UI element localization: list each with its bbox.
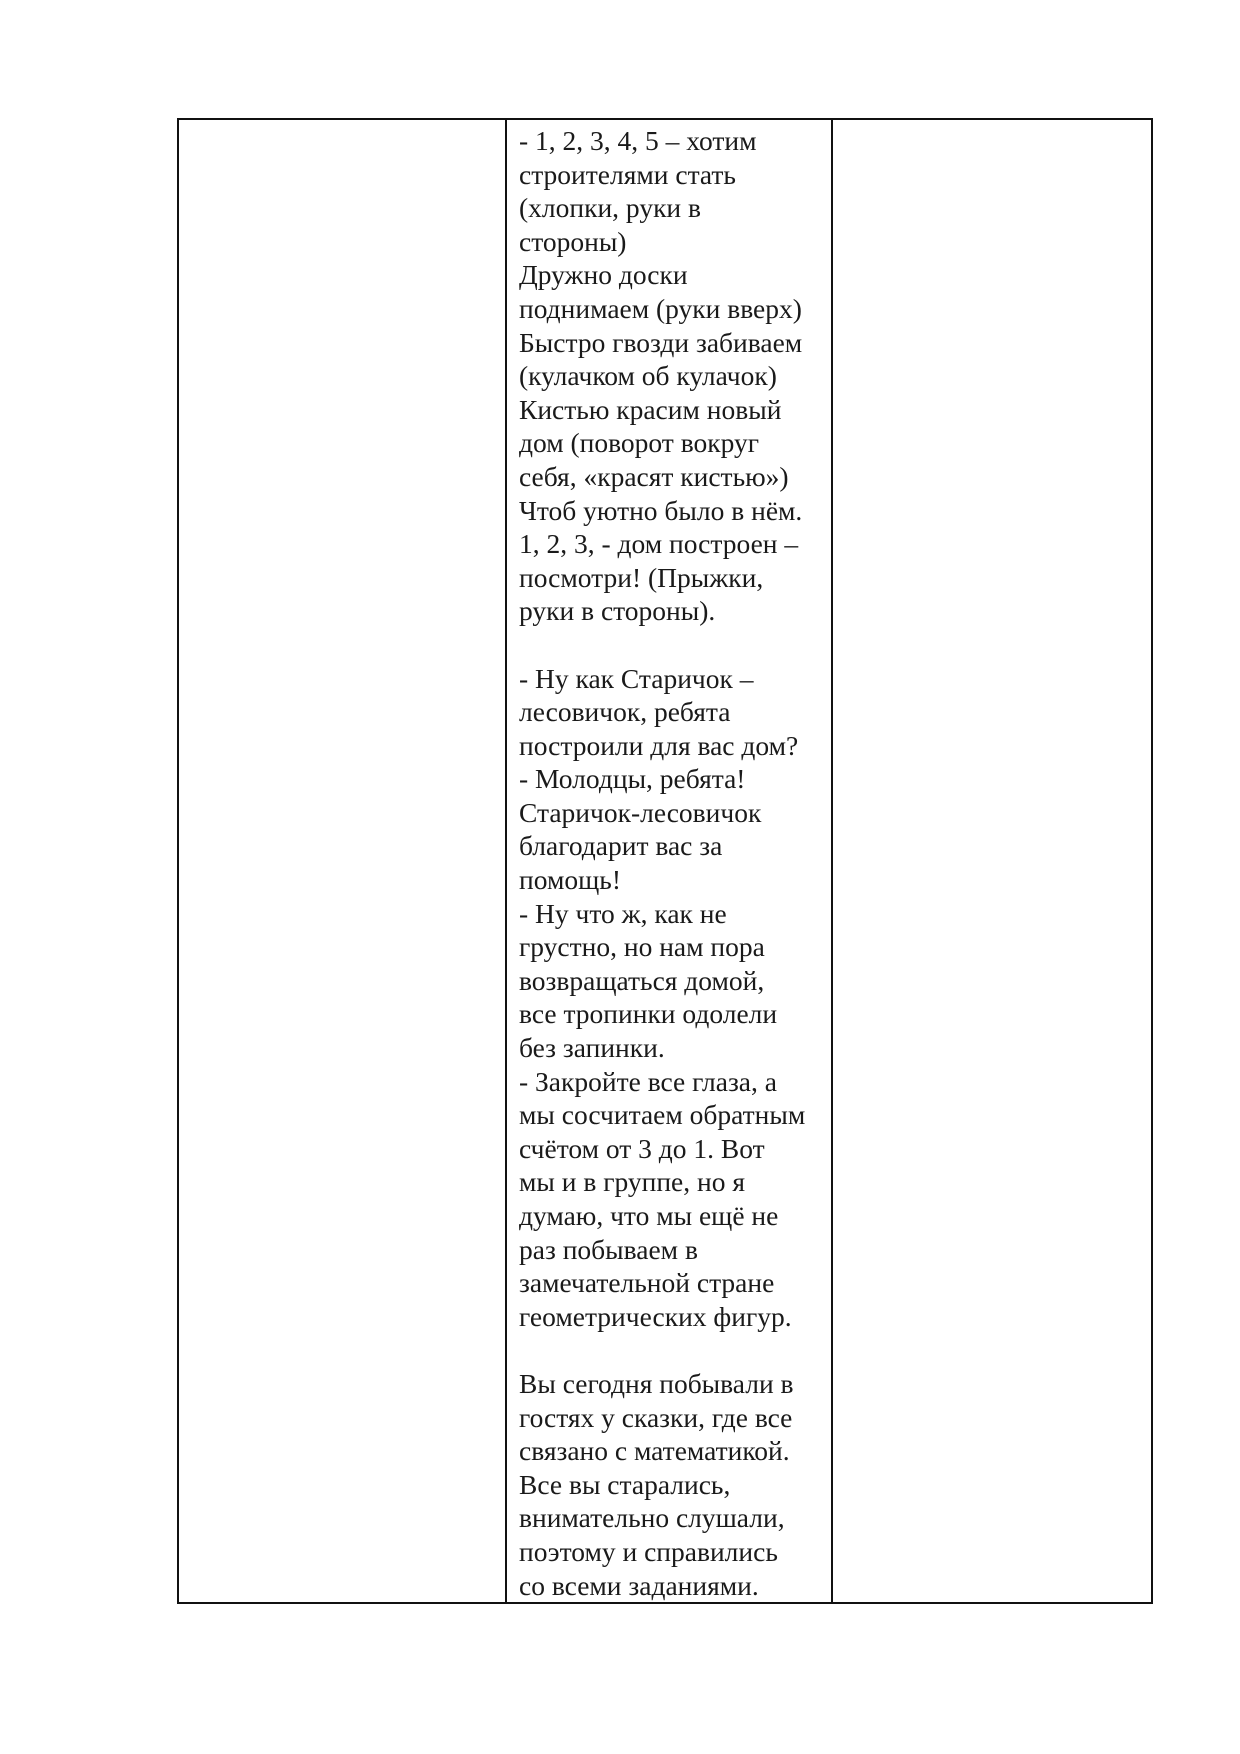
text-line: Вы сегодня побывали в	[519, 1367, 794, 1399]
text-line: посмотри! (Прыжки,	[519, 561, 764, 593]
text-line: Все вы старались,	[519, 1468, 731, 1500]
lesson-plan-table	[177, 118, 1153, 1604]
text-line: поэтому и справились	[519, 1535, 778, 1567]
text-line: со всеми заданиями.	[519, 1569, 759, 1601]
text-line: строителями стать	[519, 158, 736, 190]
left-cell-text	[179, 120, 505, 124]
text-line: все тропинки одолели	[519, 998, 778, 1030]
text-line: связано с математикой.	[519, 1435, 790, 1467]
text-line: - Ну что ж, как не	[519, 897, 727, 929]
text-line	[519, 628, 823, 662]
right-cell-text	[833, 120, 1151, 124]
text-line: грустно, но нам пора	[519, 931, 765, 963]
text-line: (хлопки, руки в	[519, 192, 701, 224]
text-line: стороны)	[519, 225, 627, 257]
text-line: - Ну как Старичок –	[519, 662, 754, 694]
text-line: возвращаться домой,	[519, 964, 765, 996]
text-line: 1, 2, 3, - дом построен –	[519, 528, 799, 560]
text-line: помощь!	[519, 864, 621, 896]
text-line: замечательной стране	[519, 1267, 775, 1299]
text-line: Чтоб уютно было в нём.	[519, 494, 803, 526]
text-line: геометрических фигур.	[519, 1300, 792, 1332]
middle-cell-text	[507, 120, 831, 1602]
text-line: Старичок-лесовичок	[519, 796, 762, 828]
text-line: построили для вас дом?	[519, 729, 799, 761]
text-line: без запинки.	[519, 1032, 665, 1064]
text-line: - 1, 2, 3, 4, 5 – хотим	[519, 125, 757, 156]
text-line: Быстро гвозди забиваем	[519, 326, 803, 358]
text-line: гостях у сказки, где все	[519, 1401, 793, 1433]
text-line: Дружно доски	[519, 259, 688, 291]
text-line: мы и в группе, но я	[519, 1166, 746, 1198]
table-row	[178, 119, 1152, 1603]
text-line: дом (поворот вокруг	[519, 427, 760, 459]
text-line: благодарит вас за	[519, 830, 723, 862]
table-cell-left	[178, 119, 506, 1603]
text-line: раз побываем в	[519, 1233, 698, 1265]
text-line: - Молодцы, ребята!	[519, 763, 746, 795]
table-cell-right	[832, 119, 1152, 1603]
text-line: - Закройте все глаза, а	[519, 1065, 777, 1097]
text-line: лесовичок, ребята	[519, 696, 731, 728]
text-line: думаю, что мы ещё не	[519, 1200, 779, 1231]
text-line: внимательно слушали,	[519, 1502, 785, 1534]
text-line: руки в стороны).	[519, 595, 716, 627]
text-line: поднимаем (руки вверх)	[519, 292, 802, 324]
text-line: себя, «красят кистью»)	[519, 460, 789, 492]
text-line: счётом от 3 до 1. Вот	[519, 1132, 765, 1164]
text-line: Кистью красим новый	[519, 393, 782, 425]
table-cell-middle	[506, 119, 832, 1603]
text-line	[519, 1333, 823, 1367]
text-line: мы сосчитаем обратным	[519, 1099, 806, 1131]
text-line: (кулачком об кулачок)	[519, 360, 777, 392]
